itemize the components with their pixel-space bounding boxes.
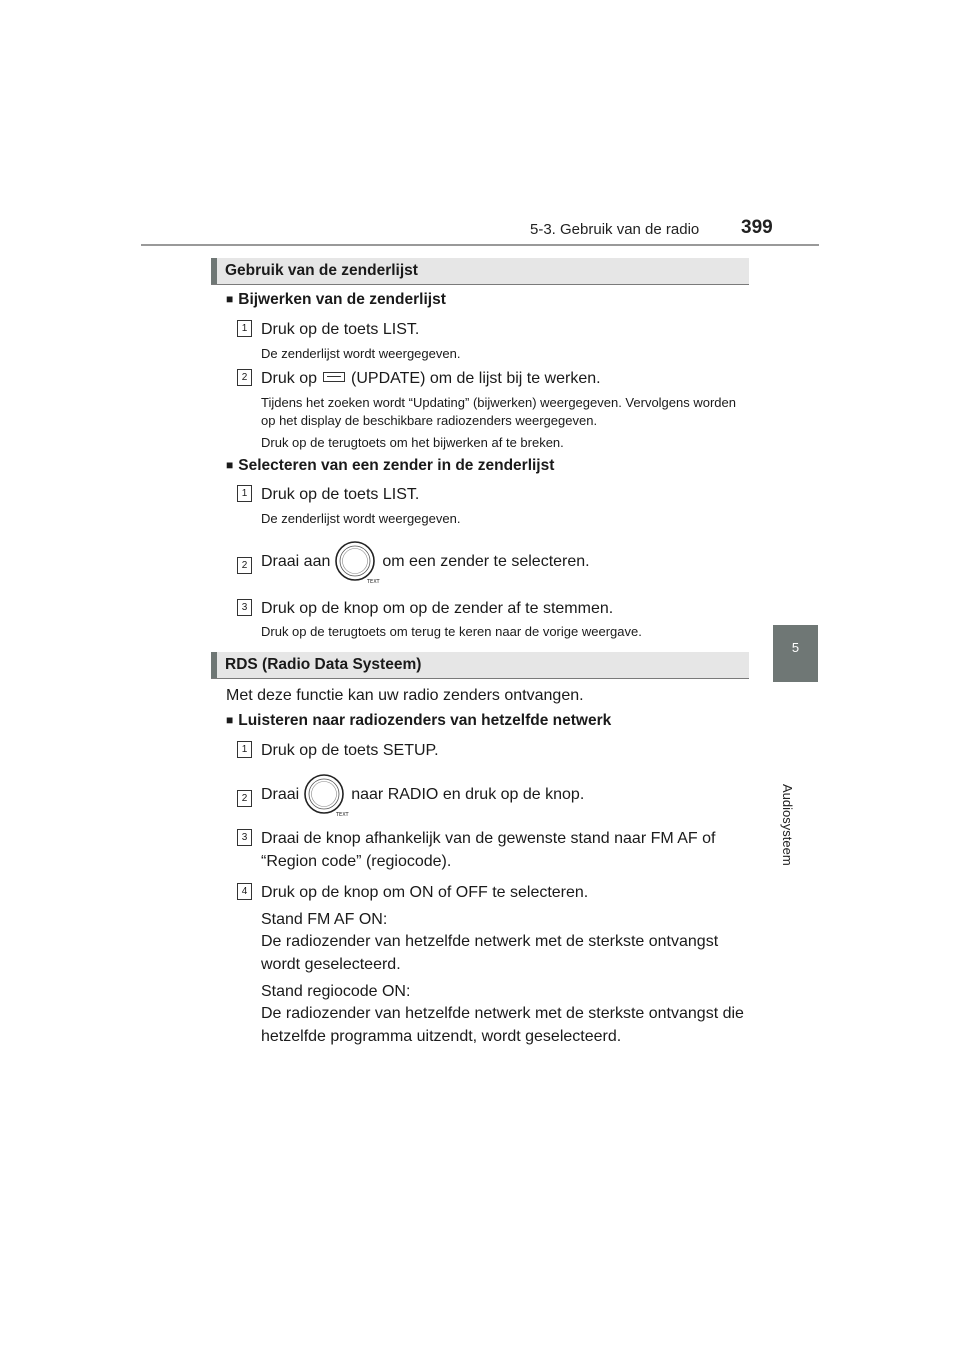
tune-knob-icon	[334, 540, 378, 584]
section-heading-rds: RDS (Radio Data Systeem)	[211, 652, 749, 679]
step-text: Druk op de knop om ON of OFF te selecteren.	[261, 884, 589, 901]
step-note: De zenderlijst wordt weergegeven.	[261, 346, 461, 361]
step-number-badge: 2	[237, 557, 252, 574]
mode-label: Stand FM AF ON:	[261, 911, 388, 928]
mode-label: Stand regiocode ON:	[261, 983, 411, 1000]
header-rule	[141, 244, 819, 246]
step-note: Tijdens het zoeken wordt “Updating” (bijwerken) weergegeven. Vervolgens worden op het display de beschikbare radiozenders weergegeven.	[261, 395, 736, 428]
chapter-label: Audiosysteem	[780, 784, 795, 866]
step-number-badge: 2	[237, 369, 252, 386]
step-number-badge: 3	[237, 829, 252, 846]
step-number-badge: 3	[237, 599, 252, 616]
subheading-selecteren: ■ Selecteren van een zender in de zenderlijst	[226, 457, 554, 475]
subheading-luisteren: ■ Luisteren naar radiozenders van hetzelfde netwerk	[226, 712, 611, 730]
mode-description: De radiozender van hetzelfde netwerk met de sterkste ontvangst wordt geselecteerd.	[261, 933, 719, 973]
update-button-icon	[323, 372, 345, 382]
section-intro: Met deze functie kan uw radio zenders ontvangen.	[226, 687, 584, 704]
step-text: Draai TEXT naar RADIO en druk op de knop.	[261, 773, 584, 817]
step-number-badge: 4	[237, 883, 252, 900]
step-text: Draai de knop afhankelijk van de gewenste stand naar FM AF of “Region code” (regiocode).	[261, 830, 716, 870]
section-heading-zenderlijst: Gebruik van de zenderlijst	[211, 258, 749, 285]
subheading-bijwerken: ■ Bijwerken van de zenderlijst	[226, 291, 446, 309]
chapter-tab-number: 5	[791, 640, 800, 655]
step-text: Druk op (UPDATE) om de lijst bij te werken.	[261, 370, 601, 387]
step-note: Druk op de terugtoets om het bijwerken af te breken.	[261, 435, 564, 450]
step-text: Druk op de knop om op de zender af te stemmen.	[261, 600, 614, 617]
step-text: Draai aan TEXT om een zender te selecteren.	[261, 540, 590, 584]
step-text: Druk op de toets LIST.	[261, 486, 420, 503]
svg-text:TEXT: TEXT	[367, 579, 380, 585]
mode-description: De radiozender van hetzelfde netwerk met de sterkste ontvangst die hetzelfde programma uitzendt, wordt geselecteerd.	[261, 1005, 744, 1045]
running-header: 5-3. Gebruik van de radio	[530, 221, 700, 238]
step-number-badge: 1	[237, 741, 252, 758]
tune-knob-icon	[303, 773, 347, 817]
step-number-badge: 2	[237, 790, 252, 807]
step-note: De zenderlijst wordt weergegeven.	[261, 511, 461, 526]
step-number-badge: 1	[237, 485, 252, 502]
step-number-badge: 1	[237, 320, 252, 337]
step-text: Druk op de toets SETUP.	[261, 742, 439, 759]
step-text: Druk op de toets LIST.	[261, 321, 420, 338]
step-note: Druk op de terugtoets om terug te keren naar de vorige weergave.	[261, 624, 642, 639]
svg-text:TEXT: TEXT	[336, 812, 349, 818]
page-number: 399	[741, 217, 773, 238]
